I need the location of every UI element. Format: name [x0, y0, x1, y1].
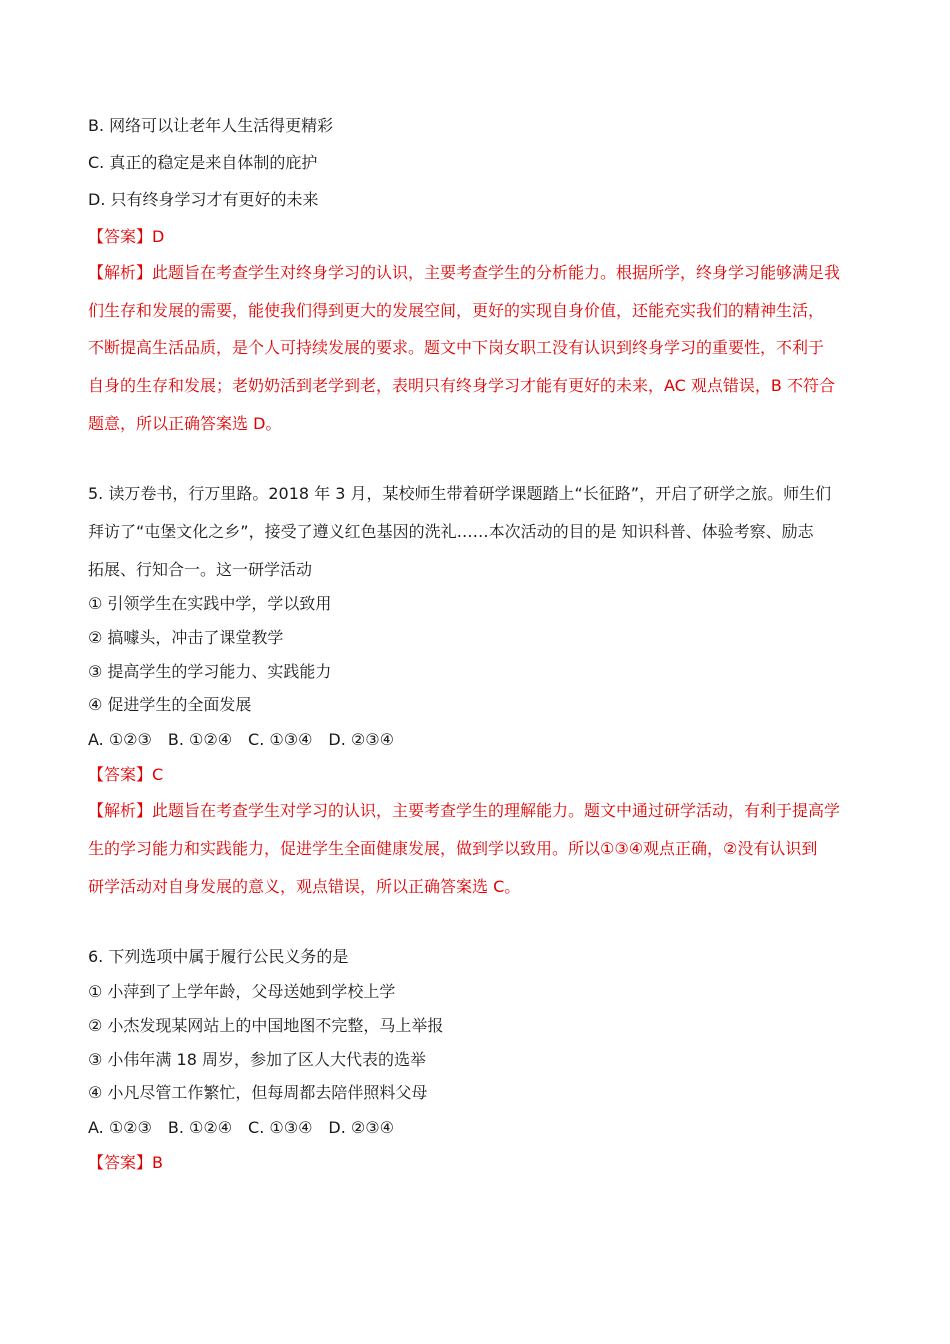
- q5-item: ④ 促进学生的全面发展: [88, 695, 252, 714]
- q5-item: ③ 提高学生的学习能力、实践能力: [88, 662, 332, 681]
- q4-option-d: D. 只有终身学习才有更好的未来: [88, 190, 319, 209]
- q5-analysis-line: 【解析】此题旨在考查学生对学习的认识，主要考查学生的理解能力。题文中通过研学活动，有利于提高学: [88, 801, 841, 820]
- q5-choices: A. ①②③ B. ①②④ C. ①③④ D. ②③④: [88, 730, 394, 749]
- q4-analysis-line: 【解析】此题旨在考查学生对终身学习的认识，主要考查学生的分析能力。根据所学，终身学习能够满足我: [88, 263, 841, 282]
- q6-stem: 6. 下列选项中属于履行公民义务的是: [88, 947, 349, 966]
- q6-item: ① 小萍到了上学年龄，父母送她到学校上学: [88, 982, 396, 1001]
- q6-item: ② 小杰发现某网站上的中国地图不完整，马上举报: [88, 1016, 444, 1035]
- q5-analysis-line: 研学活动对自身发展的意义，观点错误，所以正确答案选 C。: [88, 877, 521, 896]
- q6-answer: 【答案】B: [88, 1153, 163, 1172]
- q5-stem-line: 拓展、行知合一。这一研学活动: [88, 560, 313, 579]
- q4-option-c: C. 真正的稳定是来自体制的庇护: [88, 153, 318, 172]
- q4-answer: 【答案】D: [88, 227, 165, 246]
- q6-item: ④ 小凡尽管工作繁忙，但每周都去陪伴照料父母: [88, 1083, 428, 1102]
- q5-analysis-line: 生的学习能力和实践能力，促进学生全面健康发展，做到学以致用。所以①③④观点正确，②没有认识到: [88, 839, 818, 858]
- q6-item: ③ 小伟年满 18 周岁，参加了区人大代表的选举: [88, 1050, 426, 1069]
- q5-stem-line: 5. 读万卷书，行万里路。2018 年 3 月，某校师生带着研学课题踏上“长征路”，开启了研学之旅。师生们: [88, 484, 832, 503]
- q5-stem-line: 拜访了“屯堡文化之乡”，接受了遵义红色基因的洗礼……本次活动的目的是 知识科普、体验考察、励志: [88, 522, 814, 541]
- q4-analysis-line: 自身的生存和发展；老奶奶活到老学到老，表明只有终身学习才能有更好的未来，AC 观点错误，B 不符合: [88, 376, 835, 395]
- q5-item: ② 搞噱头，冲击了课堂教学: [88, 628, 284, 647]
- q4-analysis-line: 们生存和发展的需要，能使我们得到更大的发展空间，更好的实现自身价值，还能充实我们的精神生活，: [88, 301, 825, 320]
- q6-choices: A. ①②③ B. ①②④ C. ①③④ D. ②③④: [88, 1118, 394, 1137]
- q4-option-b: B. 网络可以让老年人生活得更精彩: [88, 116, 334, 135]
- q5-answer: 【答案】C: [88, 765, 164, 784]
- q5-item: ① 引领学生在实践中学，学以致用: [88, 594, 332, 613]
- q4-analysis-line: 不断提高生活品质，是个人可持续发展的要求。题文中下岗女职工没有认识到终身学习的重要性，不利于: [88, 338, 825, 357]
- q4-analysis-line: 题意，所以正确答案选 D。: [88, 414, 282, 433]
